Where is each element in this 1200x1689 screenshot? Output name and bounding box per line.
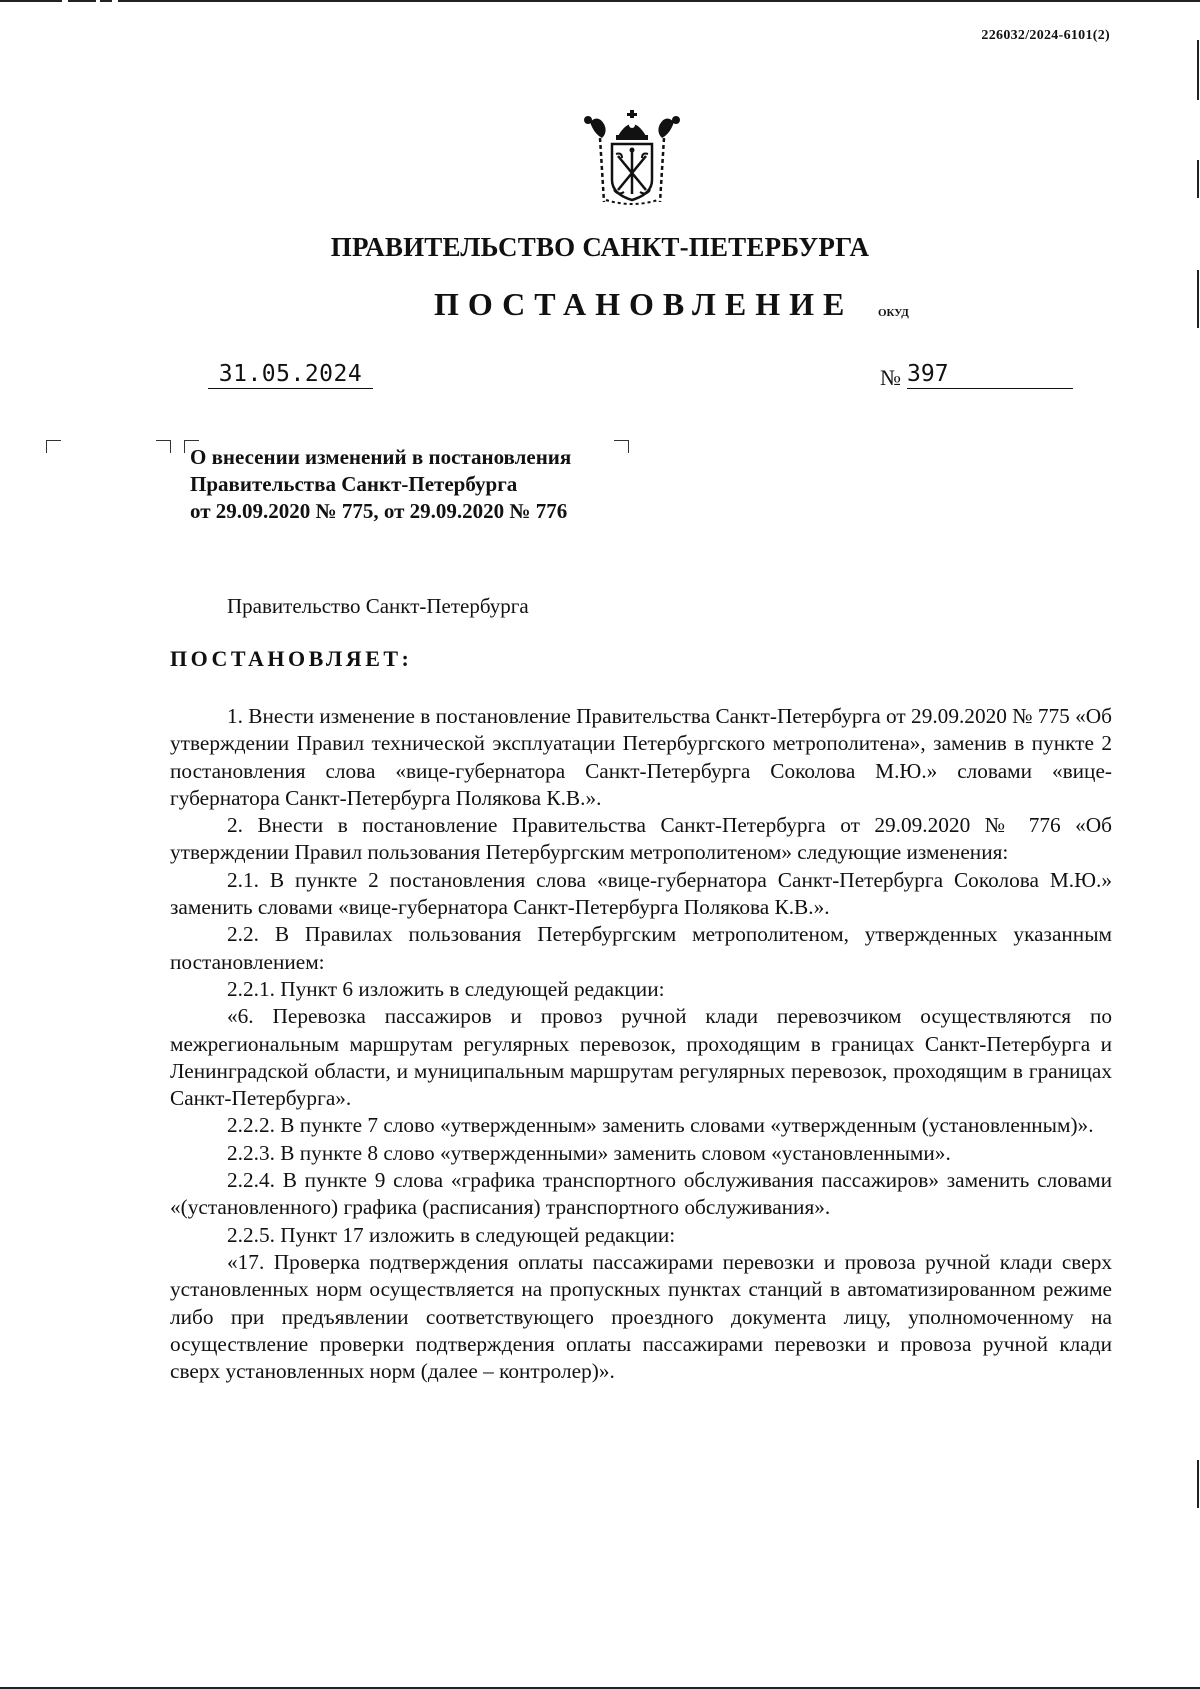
number-sign: № — [880, 365, 901, 390]
scan-edge-gap — [62, 0, 68, 3]
scan-edge-mark — [1197, 160, 1199, 198]
paragraph: «6. Перевозка пассажиров и провоз ручной клади перевозчиком осуществляются по межрегиональным маршрутам регулярных перевозок, проходящим в границах Санкт-Петербурга и Ленинградской области, и муниципальным маршрутам регулярных перевозок, проходящим в границах Санкт-Петербурга». — [170, 1004, 1112, 1111]
paragraph: 2.2.3. В пункте 8 слово «утвержденными» заменить словом «установленными». — [227, 1140, 951, 1165]
paragraph: 2.2.2. В пункте 7 слово «утвержденным» заменить словами «утвержденным (установленным)». — [227, 1113, 1094, 1138]
resolves-heading: ПОСТАНОВЛЯЕТ: — [170, 646, 413, 671]
paragraph: 2. Внести в постановление Правительства Санкт-Петербурга от 29.09.2020 № 776 «Об утверждении Правил пользования Петербургским метрополитеном» следующие изменения: — [170, 813, 1112, 865]
okud-label: ОКУД — [878, 307, 909, 319]
issuing-authority: Правительство Санкт-Петербурга — [227, 594, 529, 618]
document-body — [170, 703, 1112, 1385]
scan-edge-top — [0, 0, 1200, 2]
subject-line: О внесении изменений в постановления — [190, 445, 572, 469]
scan-edge-mark — [1197, 40, 1199, 100]
paragraph: 2.2. В Правилах пользования Петербургским метрополитеном, утвержденных указанным постановлением: — [170, 922, 1112, 974]
paragraph: 1. Внести изменение в постановление Правительства Санкт-Петербурга от 29.09.2020 № 775 «Об утверждении Правил технической эксплуатации Петербургского метрополитена», заменив в пункте 2 постановления слова «вице-губернатора Санкт-Петербурга Соколова М.Ю.» словами «вице-губернатора Санкт-Петербурга Полякова К.В.». — [170, 704, 1112, 810]
scan-edge-gap — [112, 0, 118, 3]
paragraph: 2.2.5. Пункт 17 изложить в следующей редакции: — [227, 1222, 676, 1247]
government-title: ПРАВИТЕЛЬСТВО САНКТ-ПЕТЕРБУРГА — [330, 232, 870, 262]
registration-number: 226032/2024-6101(2) — [981, 28, 1110, 43]
subject-line: от 29.09.2020 № 775, от 29.09.2020 № 776 — [190, 499, 568, 523]
document-number: 397 — [907, 360, 1073, 389]
coat-of-arms-icon — [578, 108, 686, 208]
paragraph: 2.1. В пункте 2 постановления слова «вице-губернатора Санкт-Петербурга Соколова М.Ю.» заменить словами «вице-губернатора Санкт-Петербурга Полякова К.В.». — [170, 867, 1112, 920]
document-date: 31.05.2024 — [208, 360, 373, 389]
subject-line: Правительства Санкт-Петербурга — [190, 472, 518, 496]
paragraph: 2.2.1. Пункт 6 изложить в следующей редакции: — [227, 976, 665, 1001]
document-type-title: ПОСТАНОВЛЕНИЕ — [434, 286, 854, 322]
scan-edge-mark — [1197, 270, 1199, 328]
document-subject — [190, 444, 650, 525]
paragraph: «17. Проверка подтверждения оплаты пассажирами перевозки и провоза ручной клади сверх установленных норм осуществляется на пропускных пунктах станций в автоматизированном режиме либо при предъявлении соответствующего проездного документа лицу, уполномоченному на осуществление проверки подтверждения оплаты пассажирами перевозки и провоза ручной клади сверх установленных норм (далее – контролер)». — [170, 1249, 1112, 1384]
corner-mark — [156, 440, 171, 453]
paragraph: 2.2.4. В пункте 9 слова «графика транспортного обслуживания пассажиров» заменить словами «(установленного) графика (расписания) транспортного обслуживания». — [170, 1168, 1112, 1220]
scan-edge-gap — [96, 0, 100, 3]
scan-edge-mark — [1197, 1460, 1199, 1508]
corner-mark — [46, 440, 61, 453]
